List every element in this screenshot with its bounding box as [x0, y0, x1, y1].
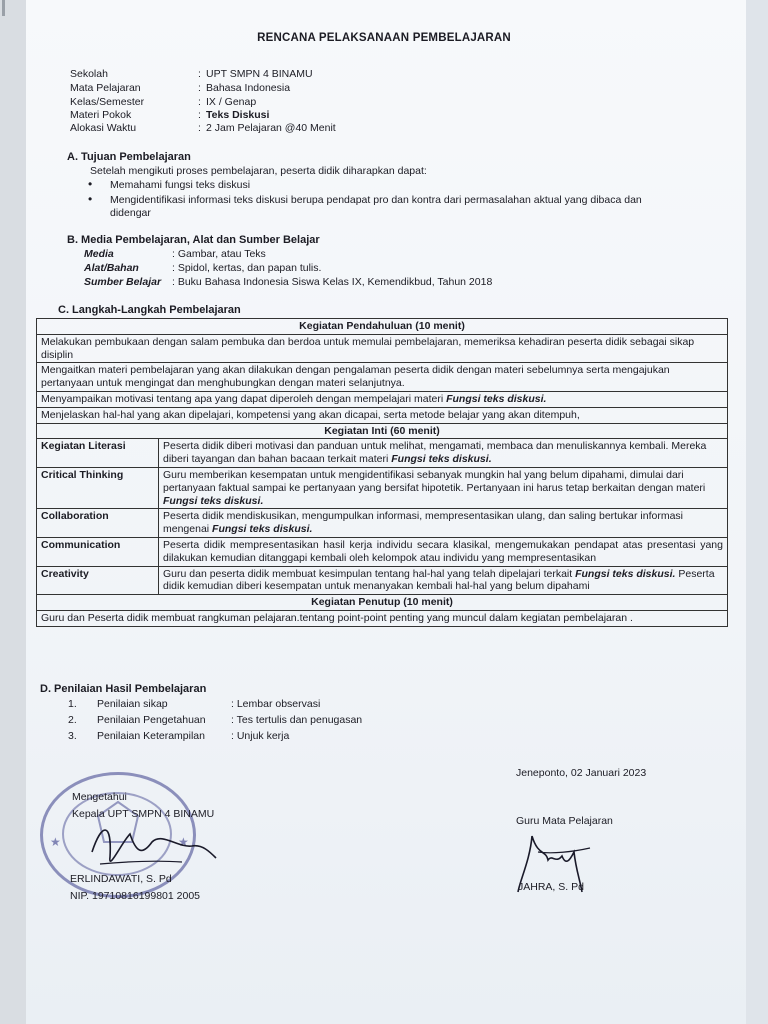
table-row	[37, 509, 728, 538]
identity-value: Teks Diskusi	[206, 109, 270, 121]
inti-header: Kegiatan Inti (60 menit)	[37, 423, 728, 439]
right-sign-name: JAHRA, S. Pd	[518, 881, 584, 893]
topic-emphasis: Fungsi teks diskusi.	[163, 494, 264, 507]
assessment-value: : Tes tertulis dan penugasan	[231, 714, 363, 726]
pendahuluan-step: Menjelaskan hal-hal yang akan dipelajari, kompetensi yang akan dicapai, serta metode belajar yang akan ditempuh,	[37, 407, 728, 423]
table-row	[37, 391, 728, 407]
page-left-margin	[0, 0, 26, 1024]
inti-description	[159, 467, 728, 508]
section-b-value: : Spidol, kertas, dan papan tulis.	[172, 262, 322, 274]
inti-text: Guru memberikan kesempatan untuk mengidentifikasi sebanyak mungkin hal yang belum dipahami, dimulai dari pertanyaan faktual sampai ke pertanyaan yang bersifat hipotetik. Pertanyaan ini harus tetap berkaitan dengan materi	[163, 468, 706, 494]
assessment-number: 3.	[68, 730, 77, 742]
identity-label: Sekolah	[70, 68, 108, 80]
identity-value: Bahasa Indonesia	[206, 82, 291, 94]
inti-label: Creativity	[37, 566, 159, 595]
inti-label: Communication	[37, 537, 159, 566]
assessment-number: 1.	[68, 698, 77, 710]
identity-row-class	[0, 96, 768, 110]
section-a-bullet-continued: didengar	[110, 207, 151, 219]
topic-emphasis: Fungsi teks diskusi.	[446, 392, 547, 405]
pendahuluan-step	[37, 391, 728, 407]
section-a-bullet: • Memahami fungsi teks diskusi	[110, 179, 250, 191]
table-row	[37, 319, 728, 335]
identity-label: Kelas/Semester	[70, 96, 145, 108]
left-sign-nip: NIP. 19710816199801 2005	[70, 890, 201, 902]
svg-text:★: ★	[50, 835, 61, 849]
section-b-label: Alat/Bahan	[84, 262, 139, 274]
section-b-value-text: Buku Bahasa Indonesia Siswa Kelas IX, Kemendikbud, Tahun 2018	[177, 276, 493, 288]
identity-label: Alokasi Waktu	[70, 122, 137, 134]
left-sign-line1: Mengetahui	[72, 791, 127, 803]
assessment-value: : Unjuk kerja	[231, 730, 290, 742]
table-row	[37, 407, 728, 423]
pendahuluan-step-text: Menyampaikan motivasi tentang apa yang dapat diperoleh dengan mempelajari materi	[41, 392, 444, 405]
section-d-heading: D. Penilaian Hasil Pembelajaran	[40, 683, 207, 695]
identity-value: 2 Jam Pelajaran @40 Menit	[206, 122, 336, 134]
identity-row-time	[0, 122, 768, 136]
section-a-bullet: • Mengidentifikasi informasi teks diskusi berupa pendapat pro dan kontra dari permasalahan aktual yang dibaca dan	[110, 194, 642, 206]
assessment-item	[68, 730, 468, 744]
penutup-step: Guru dan Peserta didik membuat rangkuman pelajaran.tentang point-point penting yang muncul dalam kegiatan pembelajaran .	[37, 610, 728, 626]
assessment-item	[68, 714, 468, 728]
assessment-label: Penilaian sikap	[97, 698, 168, 710]
table-row	[37, 334, 728, 363]
identity-separator: :	[198, 122, 201, 134]
inti-label: Kegiatan Literasi	[37, 439, 159, 468]
pendahuluan-step: Melakukan pembukaan dengan salam pembuka dan berdoa untuk memulai pembelajaran, memeriksa kehadiran peserta didik sebagai sikap disiplin	[37, 334, 728, 363]
pendahuluan-step: Mengaitkan materi pembelajaran yang akan dilakukan dengan pengalaman peserta didik dengan materi sebelumnya serta mengajukan pertanyaan untuk mengingat dan menghubungkan dengan materi selanjutnya.	[37, 363, 728, 392]
topic-emphasis: Fungsi teks diskusi.	[391, 453, 492, 466]
inti-description: Peserta didik mempresentasikan hasil kerja individu secara klasikal, mengemukakan pendapat atas presentasi yang dilakukan kemudian ditanggapi kembali oleh kelompok atau individu yang mempresentasikan	[159, 537, 728, 566]
assessment-value: : Lembar observasi	[231, 698, 321, 710]
identity-separator: :	[198, 68, 201, 80]
assessment-label: Penilaian Keterampilan	[97, 730, 205, 742]
section-b-label: Media	[84, 248, 114, 260]
inti-text: Peserta didik mendiskusikan, mengumpulkan informasi, mempresentasikan ulang, dan saling bertukar informasi mengenai	[163, 510, 684, 536]
section-c-heading: C. Langkah-Langkah Pembelajaran	[58, 304, 241, 316]
topic-emphasis: Fungsi teks diskusi.	[575, 567, 676, 580]
inti-text: Guru dan peserta didik membuat kesimpulan tentang hal-hal yang telah dipelajari terkait	[163, 567, 576, 580]
table-row	[37, 467, 728, 508]
identity-row-subject	[0, 82, 768, 96]
section-b-value-text: Spidol, kertas, dan papan tulis.	[177, 262, 322, 274]
section-a-heading: A. Tujuan Pembelajaran	[67, 151, 191, 163]
identity-separator: :	[198, 82, 201, 94]
inti-description	[159, 439, 728, 468]
identity-label: Materi Pokok	[70, 109, 132, 121]
svg-text:★: ★	[178, 835, 189, 849]
identity-row-school	[0, 68, 768, 82]
table-row	[37, 363, 728, 392]
identity-value: UPT SMPN 4 BINAMU	[206, 68, 313, 80]
assessment-number: 2.	[68, 714, 77, 726]
pendahuluan-header: Kegiatan Pendahuluan (10 menit)	[37, 319, 728, 335]
inti-text: Peserta didik kemudian diberi kesempatan untuk menanyakan kembali hal-hal yang belum dipahami	[163, 567, 715, 593]
table-row	[37, 439, 728, 468]
inti-text: Peserta didik diberi motivasi dan panduan untuk melihat, mengamati, membaca dan menuliskannya kembali. Mereka diberi tayangan dan bahan bacaan terkait materi	[163, 440, 707, 466]
left-sign-line2: Kepala UPT SMPN 4 BINAMU	[72, 808, 215, 820]
identity-separator: :	[198, 96, 201, 108]
identity-value: IX / Genap	[206, 96, 257, 108]
left-sign-name: ERLINDAWATI, S. Pd	[70, 873, 172, 885]
table-row	[37, 423, 728, 439]
identity-label: Mata Pelajaran	[70, 82, 141, 94]
section-b-heading: B. Media Pembelajaran, Alat dan Sumber Belajar	[67, 234, 320, 246]
page-right-margin	[746, 0, 768, 1024]
section-b-label: Sumber Belajar	[84, 276, 162, 288]
table-row	[37, 566, 728, 595]
left-signature	[82, 812, 222, 882]
section-a-intro: Setelah mengikuti proses pembelajaran, peserta didik diharapkan dapat:	[90, 165, 427, 177]
place-date: Jeneponto, 02 Januari 2023	[516, 767, 647, 779]
penutup-header: Kegiatan Penutup (10 menit)	[37, 595, 728, 611]
identity-row-topic	[0, 109, 768, 123]
inti-label: Critical Thinking	[37, 467, 159, 508]
table-row	[37, 537, 728, 566]
assessment-label: Penilaian Pengetahuan	[97, 714, 206, 726]
table-row	[37, 610, 728, 626]
learning-steps-table	[36, 318, 728, 627]
section-b-value: : Buku Bahasa Indonesia Siswa Kelas IX, Kemendikbud, Tahun 2018	[172, 276, 493, 288]
right-sign-line1: Guru Mata Pelajaran	[516, 815, 613, 827]
section-b-value: : Gambar, atau Teks	[172, 248, 266, 260]
identity-separator: :	[198, 109, 201, 121]
inti-description	[159, 566, 728, 595]
inti-label: Collaboration	[37, 509, 159, 538]
document-title: RENCANA PELAKSANAAN PEMBELAJARAN	[257, 32, 511, 44]
section-b-value-text: Gambar, atau Teks	[177, 248, 266, 260]
topic-emphasis: Fungsi teks diskusi.	[212, 523, 313, 536]
table-row	[37, 595, 728, 611]
assessment-item	[68, 698, 468, 712]
inti-description	[159, 509, 728, 538]
